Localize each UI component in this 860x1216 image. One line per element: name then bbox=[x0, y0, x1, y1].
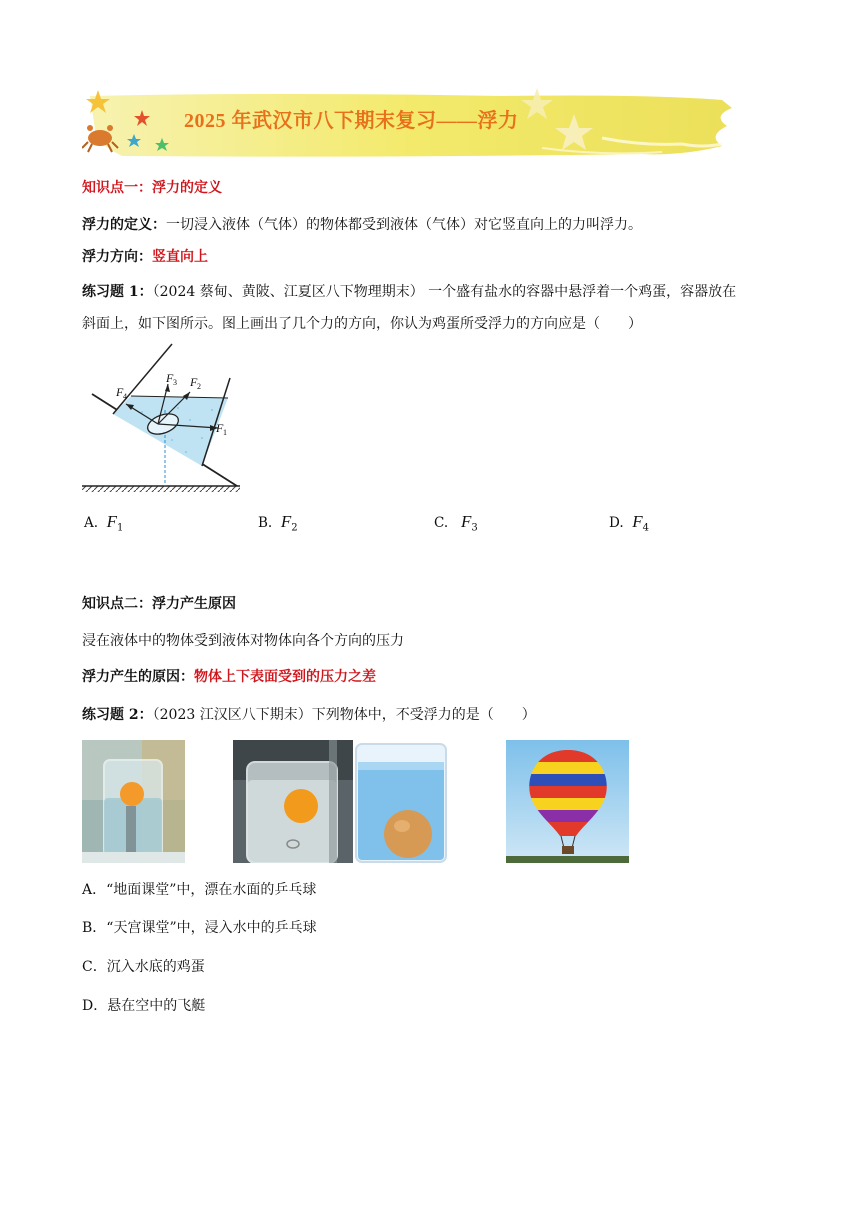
kp2-heading: 知识点二：浮力产生原因 bbox=[82, 596, 236, 612]
kp2-cause-label: 浮力产生的原因： bbox=[82, 669, 194, 685]
photo-pingpong-floating bbox=[82, 740, 185, 863]
kp1-dir-label: 浮力方向： bbox=[82, 249, 152, 265]
kp1-def-text: 一切浸入液体（气体）的物体都受到液体（气体）对它竖直向上的力叫浮力。 bbox=[166, 217, 642, 233]
kp2-cause bbox=[82, 667, 376, 687]
kp1-def-label: 浮力的定义： bbox=[82, 217, 166, 233]
incline-force-diagram bbox=[82, 340, 247, 495]
fig-label-f3: F bbox=[166, 371, 174, 385]
ex1-question-line1 bbox=[82, 282, 736, 302]
fig-sub-f1: 1 bbox=[223, 428, 227, 437]
kp1-definition bbox=[82, 215, 642, 235]
fig-label-f4: F bbox=[116, 385, 124, 399]
ex2-option-b: B．“天宫课堂”中，浸入水中的乒乓球 bbox=[82, 920, 317, 936]
ex1-option-b: B. $F_2$ bbox=[258, 512, 298, 534]
ex2-option-a: A．“地面课堂”中，漂在水面的乒乓球 bbox=[82, 882, 317, 898]
ex2-question bbox=[82, 705, 536, 725]
kp1-heading: 知识点一：浮力的定义 bbox=[82, 180, 222, 196]
photo-pingpong-submerged bbox=[233, 740, 353, 863]
ex2-option-d: D．悬在空中的飞艇 bbox=[82, 998, 206, 1014]
kp1-dir-value: 竖直向上 bbox=[152, 249, 208, 265]
ex1-option-d: D. $F_4$ bbox=[609, 512, 649, 534]
kp2-cause-value: 物体上下表面受到的压力之差 bbox=[194, 669, 376, 685]
kp2-text: 浸在液体中的物体受到液体对物体向各个方向的压力 bbox=[82, 633, 404, 649]
ex1-text-line1: （2024 蔡甸、黄陂、江夏区八下物理期末） 一个盛有盐水的容器中悬浮着一个鸡蛋，容器放在 bbox=[152, 284, 737, 300]
ex1-label: 练习题 1： bbox=[82, 284, 153, 300]
ex2-text: （2023 江汉区八下期末）下列物体中，不受浮力的是（ ） bbox=[152, 707, 536, 723]
fig-sub-f3: 3 bbox=[173, 378, 177, 387]
ex2-option-c: C．沉入水底的鸡蛋 bbox=[82, 959, 205, 975]
fig-label-f2: F bbox=[190, 375, 198, 389]
fig-sub-f4: 4 bbox=[123, 392, 127, 401]
fig-label-f1: F bbox=[216, 421, 224, 435]
photo-hot-air-balloon bbox=[506, 740, 629, 863]
page-title: 2025 年武汉市八下期末复习——浮力 bbox=[184, 110, 519, 132]
ex1-option-c: C. $F_3$ bbox=[434, 512, 478, 534]
fig-sub-f2: 2 bbox=[197, 382, 201, 391]
ex1-question-line2: 斜面上，如下图所示。图上画出了几个力的方向，你认为鸡蛋所受浮力的方向应是（ ） bbox=[82, 316, 642, 332]
photo-egg-sunk bbox=[354, 740, 448, 863]
kp1-direction bbox=[82, 247, 208, 267]
ex1-option-a: A. $F_1$ bbox=[84, 512, 124, 534]
ex2-label: 练习题 2： bbox=[82, 707, 153, 723]
